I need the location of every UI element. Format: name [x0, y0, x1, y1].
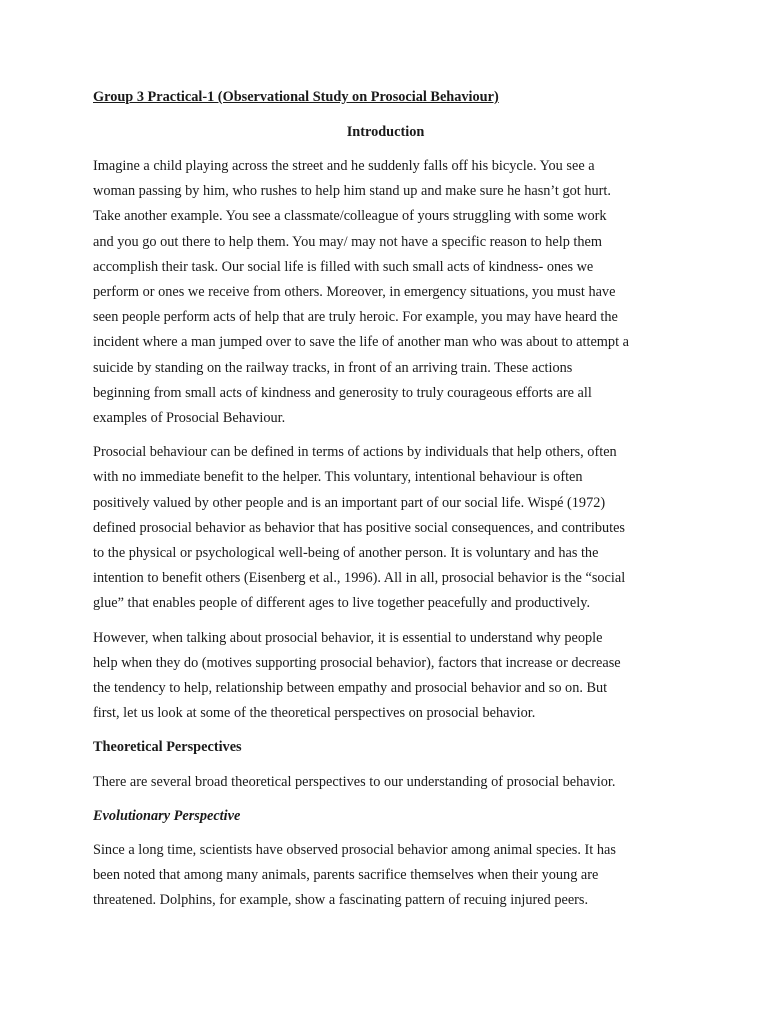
text-line: However, when talking about prosocial behavior, it is essential to understand why people — [93, 629, 603, 646]
text-line: glue” that enables people of different ages to live together peacefully and productively. — [93, 595, 591, 612]
text-line: been noted that among many animals, parents sacrifice themselves when their young are — [93, 867, 599, 884]
paragraph-4 — [93, 770, 678, 795]
introduction-heading: Introduction — [346, 124, 425, 140]
text-line: incident where a man jumped over to save the life of another man who was about to attempt a — [93, 334, 629, 351]
text-line: There are several broad theoretical perspectives to our understanding of prosocial behavior. — [93, 773, 616, 790]
text-line: seen people perform acts of help that are truly heroic. For example, you may have heard the — [93, 309, 618, 326]
text-line: woman passing by him, who rushes to help him stand up and make sure he hasn’t got hurt. — [93, 183, 611, 200]
paragraph-1 — [93, 154, 678, 431]
text-line: Since a long time, scientists have observed prosocial behavior among animal species. It has — [93, 842, 616, 859]
text-line: Imagine a child playing across the street and he suddenly falls off his bicycle. You see a — [93, 158, 595, 174]
text-line: and you go out there to help them. You may/ may not have a specific reason to help them — [93, 233, 603, 250]
text-line: the tendency to help, relationship between empathy and prosocial behavior and so on. But — [93, 680, 608, 697]
paragraph-3 — [93, 626, 678, 727]
text-line: positively valued by other people and is an important part of our social life. Wispé (1972) — [93, 494, 606, 511]
text-line: Prosocial behaviour can be defined in terms of actions by individuals that help others, often — [93, 444, 617, 461]
text-line: intention to benefit others (Eisenberg et al., 1996). All in all, prosocial behavior is the “social — [93, 570, 626, 587]
theoretical-perspectives-heading: Theoretical Perspectives — [93, 739, 242, 756]
paragraph-2 — [93, 440, 678, 616]
text-line: to the physical or psychological well-being of another person. It is voluntary and has the — [93, 545, 599, 562]
text-line: beginning from small acts of kindness and generosity to truly courageous efforts are all — [93, 384, 592, 401]
text-line: defined prosocial behavior as behavior that has positive social consequences, and contributes — [93, 519, 625, 536]
paragraph-5 — [93, 838, 678, 914]
text-line: accomplish their task. Our social life is filled with such small acts of kindness- ones we — [93, 258, 594, 275]
text-line: Take another example. You see a classmate/colleague of yours struggling with some work — [93, 208, 607, 225]
text-line: first, let us look at some of the theoretical perspectives on prosocial behavior. — [93, 705, 536, 722]
text-line: with no immediate benefit to the helper. This voluntary, intentional behaviour is often — [93, 469, 583, 486]
text-line: examples of Prosocial Behaviour. — [93, 410, 286, 427]
text-line: perform or ones we receive from others. Moreover, in emergency situations, you must have — [93, 284, 616, 301]
document-title: Group 3 Practical-1 (Observational Study on Prosocial Behaviour) — [93, 89, 499, 105]
text-line: help when they do (motives supporting prosocial behavior), factors that increase or decrease — [93, 654, 621, 671]
text-line: suicide by standing on the railway tracks, in front of an arriving train. These actions — [93, 359, 573, 376]
text-line: threatened. Dolphins, for example, show a fascinating pattern of recuing injured peers. — [93, 892, 589, 909]
evolutionary-perspective-heading: Evolutionary Perspective — [93, 807, 241, 824]
